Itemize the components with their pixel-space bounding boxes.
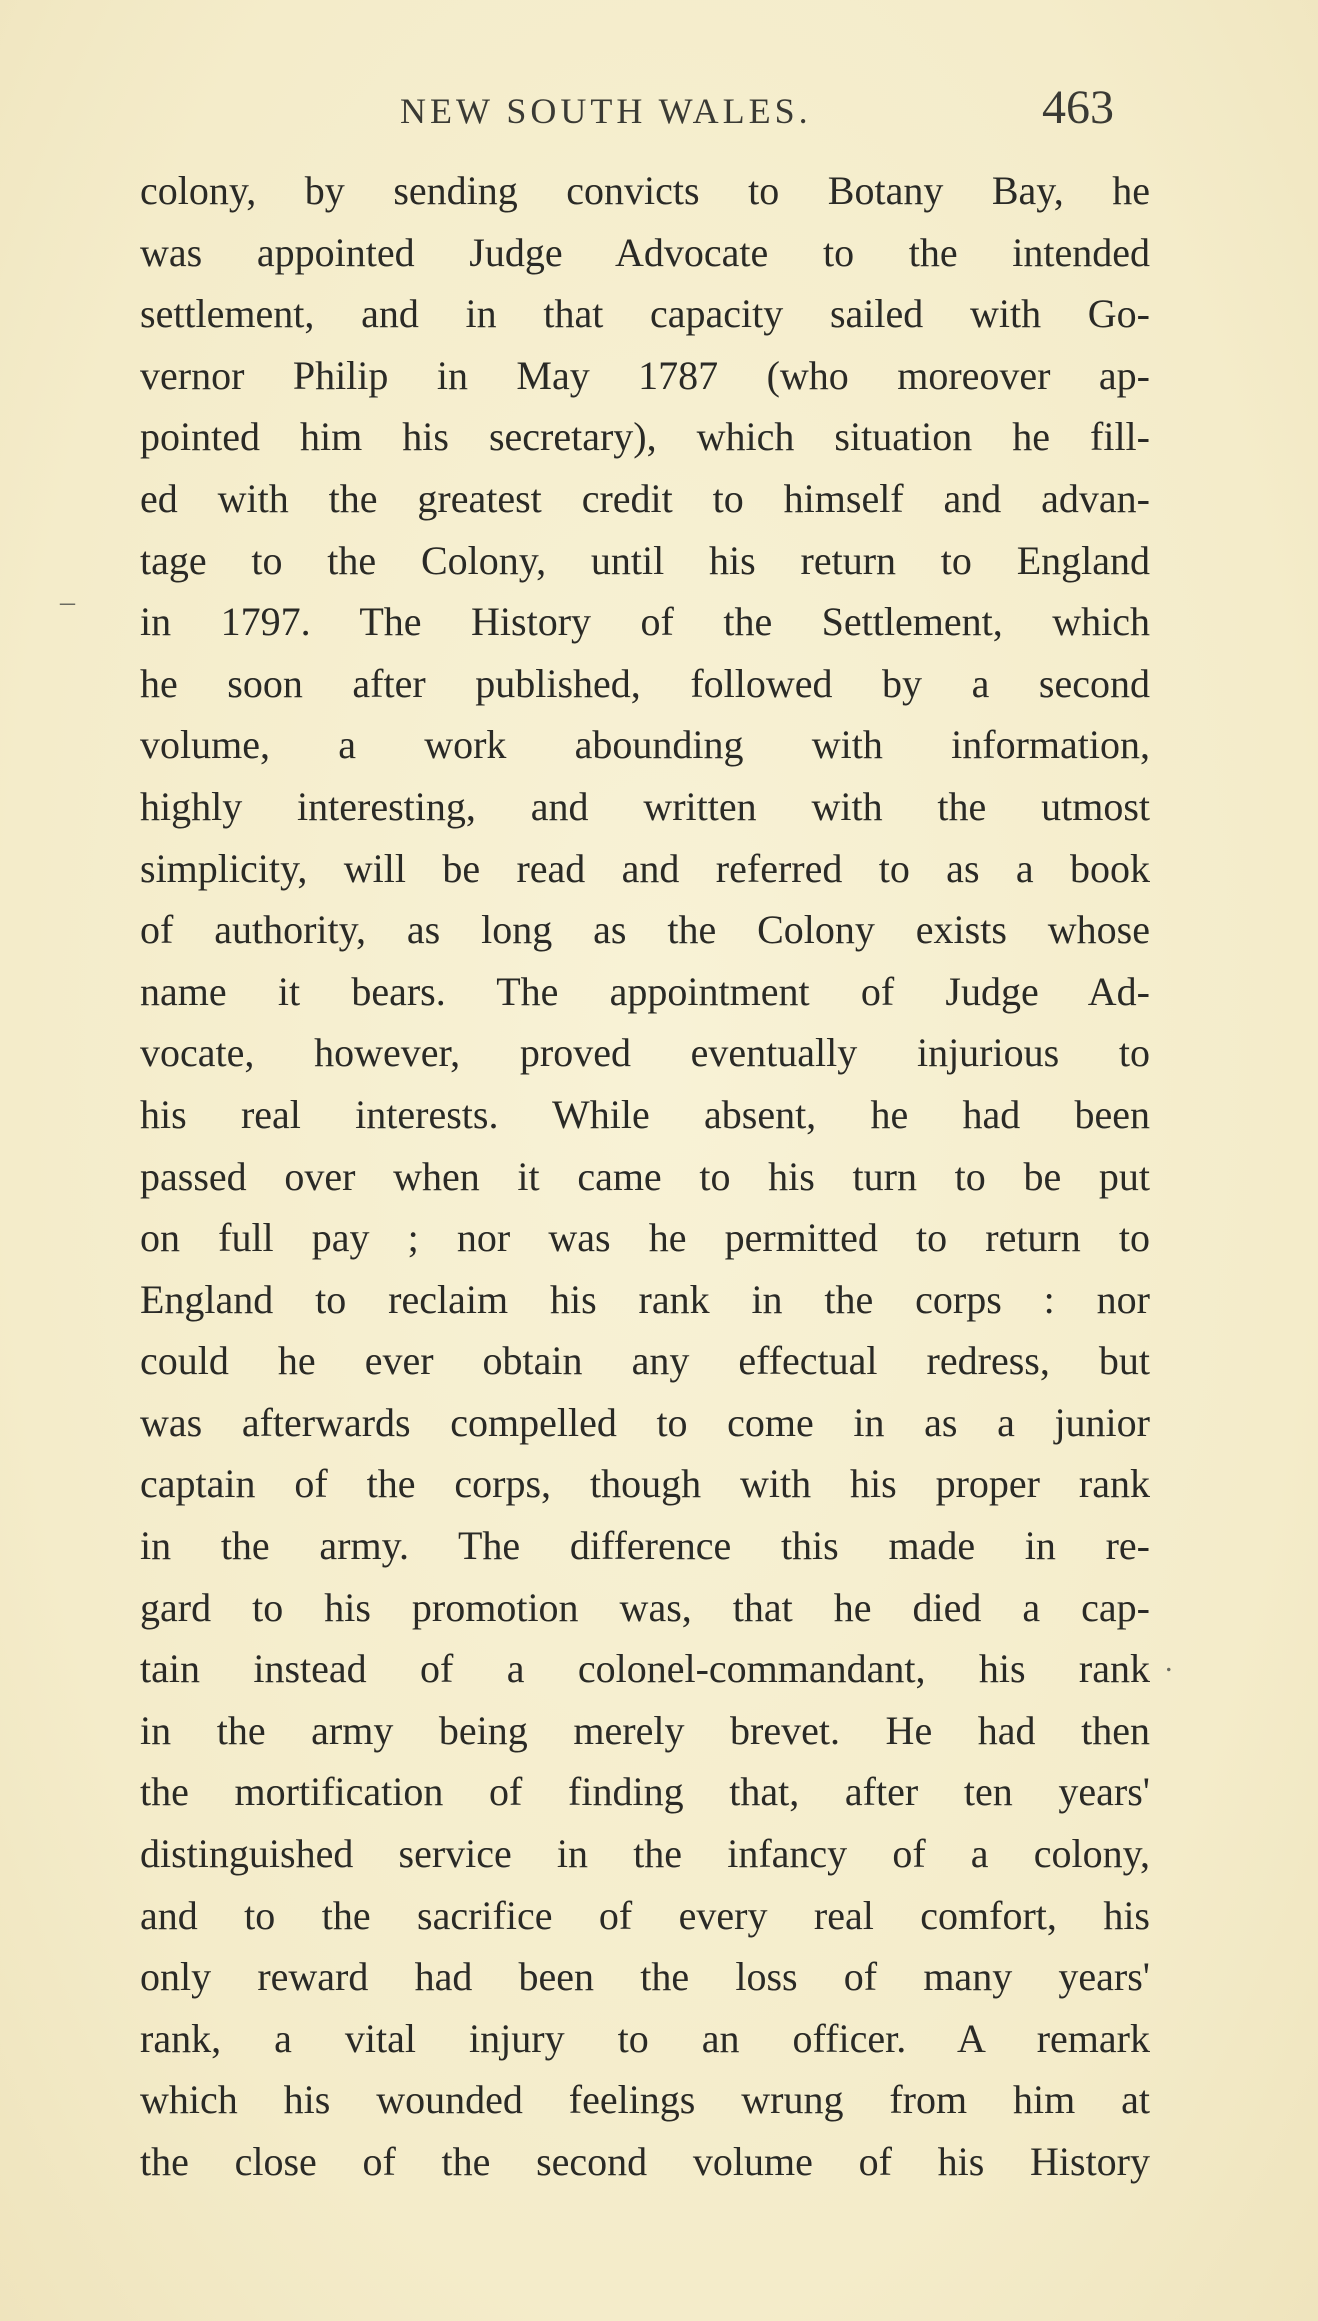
text-line: only reward had been the loss of many years': [140, 1954, 1150, 2000]
text-line: simplicity, will be read and referred to as a book: [140, 845, 1150, 891]
text-line: was appointed Judge Advocate to the intended: [140, 229, 1150, 275]
page-number: 463: [1042, 81, 1114, 134]
text-line: distinguished service in the infancy of a colony,: [140, 1831, 1150, 1877]
text-line: on full pay ; nor was he permitted to return to: [140, 1215, 1150, 1261]
text-line: tage to the Colony, until his return to England: [140, 537, 1150, 583]
text-line: tain instead of a colonel-commandant, his rank: [140, 1646, 1150, 1692]
text-line: the mortification of finding that, after ten years': [140, 1769, 1150, 1815]
text-line: in the army being merely brevet. He had then: [140, 1707, 1150, 1753]
page-header: [0, 80, 1318, 140]
text-line: in 1797. The History of the Settlement, which: [140, 599, 1150, 645]
text-line: in the army. The difference this made in re-: [140, 1523, 1150, 1569]
text-line: colony, by sending convicts to Botany Bay, he: [140, 168, 1150, 213]
margin-mark: .: [1165, 1645, 1173, 1678]
text-line: could he ever obtain any effectual redress, but: [140, 1338, 1150, 1384]
text-line: name it bears. The appointment of Judge Ad-: [140, 968, 1150, 1014]
text-line: and to the sacrifice of every real comfort, his: [140, 1892, 1150, 1938]
text-line: ed with the greatest credit to himself and advan-: [140, 475, 1150, 521]
text-line: he soon after published, followed by a second: [140, 660, 1150, 706]
body-text: [140, 160, 1150, 2193]
text-line: vernor Philip in May 1787 (who moreover ap-: [140, 352, 1150, 398]
text-line: gard to his promotion was, that he died a cap-: [140, 1584, 1150, 1630]
text-line: passed over when it came to his turn to be put: [140, 1153, 1150, 1199]
text-line: pointed him his secretary), which situation he fill-: [140, 414, 1150, 460]
text-line: his real interests. While absent, he had been: [140, 1091, 1150, 1137]
text-line: volume, a work abounding with information,: [140, 722, 1150, 768]
text-line: which his wounded feelings wrung from him at: [140, 2077, 1150, 2123]
text-line: was afterwards compelled to come in as a junior: [140, 1399, 1150, 1445]
running-title: NEW SOUTH WALES.: [400, 91, 812, 131]
text-line: rank, a vital injury to an officer. A remark: [140, 2015, 1150, 2061]
text-line: vocate, however, proved eventually injurious to: [140, 1030, 1150, 1076]
text-line: settlement, and in that capacity sailed with Go-: [140, 291, 1150, 337]
text-line: captain of the corps, though with his proper rank: [140, 1461, 1150, 1507]
text-line: England to reclaim his rank in the corps : nor: [140, 1276, 1150, 1322]
text-line: of authority, as long as the Colony exists whose: [140, 907, 1150, 953]
margin-mark: –: [60, 585, 75, 618]
text-line: highly interesting, and written with the utmost: [140, 783, 1150, 829]
text-line: the close of the second volume of his History: [140, 2139, 1150, 2184]
